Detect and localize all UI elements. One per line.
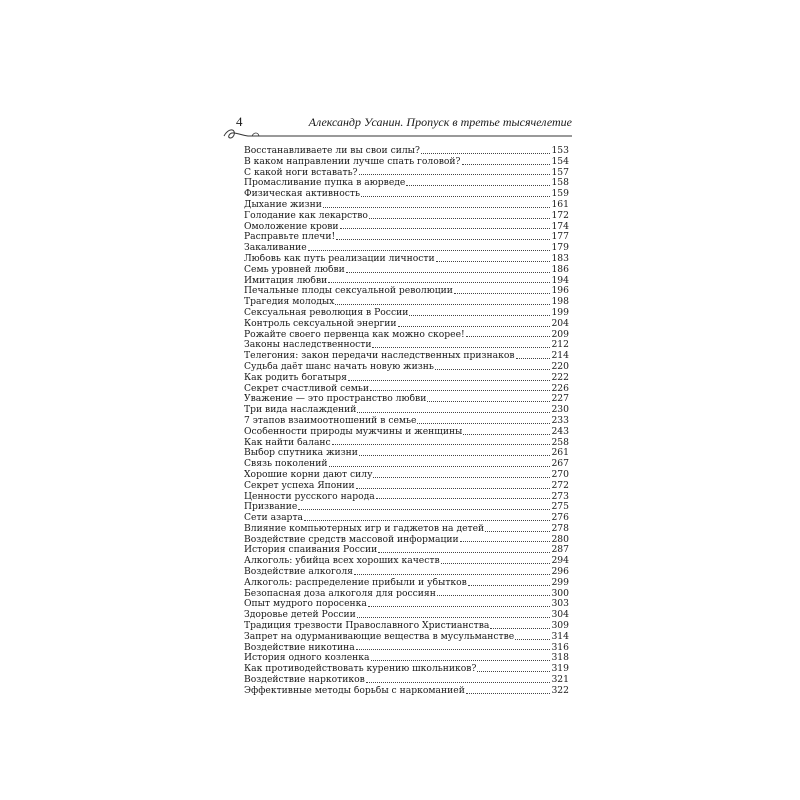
toc-entry-title: Влияние компьютерных игр и гаджетов на детей	[244, 523, 485, 534]
toc-entry-page: 227	[551, 394, 569, 405]
toc-entry-title: Имитация любви	[244, 275, 328, 286]
toc-entry-title: Хорошие корни дают силу	[244, 469, 373, 480]
toc-entry	[244, 157, 569, 168]
toc-entry-page: 220	[551, 361, 569, 372]
toc-entry-title: Сексуальная революция в России	[244, 307, 409, 318]
toc-entry	[244, 286, 569, 297]
toc-entry-page: 194	[551, 275, 569, 286]
toc-leader-dots	[417, 423, 550, 424]
toc-leader-dots	[354, 574, 550, 575]
toc-entry	[244, 319, 569, 330]
toc-entry-page: 226	[551, 383, 569, 394]
toc-leader-dots	[332, 444, 551, 445]
toc-entry	[244, 675, 569, 686]
toc-leader-dots	[441, 563, 551, 564]
running-title: Александр Усанин. Пропуск в третье тысячелетие	[308, 115, 572, 129]
toc-entry	[244, 373, 569, 384]
toc-entry	[244, 222, 569, 233]
toc-entry-page: 157	[551, 167, 569, 178]
toc-entry-title: Расправьте плечи!	[244, 232, 336, 243]
toc-entry-page: 159	[551, 189, 569, 200]
toc-entry	[244, 556, 569, 567]
toc-leader-dots	[328, 282, 550, 283]
toc-entry-page: 300	[551, 588, 569, 599]
toc-entry-title: Ценности русского народа	[244, 491, 375, 502]
toc-entry	[244, 146, 569, 157]
toc-leader-dots	[462, 164, 551, 165]
toc-entry	[244, 427, 569, 438]
toc-entry	[244, 643, 569, 654]
toc-entry	[244, 448, 569, 459]
table-of-contents	[244, 146, 569, 697]
toc-entry-title: Воздействие средств массовой информации	[244, 534, 459, 545]
toc-entry-title: Судьба даёт шанс начать новую жизнь	[244, 361, 434, 372]
toc-entry-page: 276	[551, 513, 569, 524]
toc-leader-dots	[463, 434, 550, 435]
toc-entry-title: В каком направлении лучше спать головой?	[244, 156, 461, 167]
toc-entry-page: 174	[551, 221, 569, 232]
toc-leader-dots	[454, 293, 551, 294]
toc-entry	[244, 168, 569, 179]
toc-entry-page: 280	[551, 534, 569, 545]
toc-leader-dots	[373, 477, 550, 478]
toc-leader-dots	[329, 466, 551, 467]
toc-entry	[244, 384, 569, 395]
toc-entry	[244, 589, 569, 600]
toc-leader-dots	[357, 412, 550, 413]
toc-entry-title: Призвание	[244, 502, 298, 513]
toc-entry-title: Как найти баланс	[244, 437, 331, 448]
toc-entry-page: 177	[551, 232, 569, 243]
toc-entry-title: Дыхание жизни	[244, 199, 322, 210]
toc-entry	[244, 232, 569, 243]
toc-entry-title: Алкоголь: убийца всех хороших качеств	[244, 556, 440, 567]
toc-entry	[244, 362, 569, 373]
toc-entry-title: Уважение — это пространство любви	[244, 394, 427, 405]
toc-entry-page: 294	[551, 556, 569, 567]
toc-entry-page: 275	[551, 502, 569, 513]
toc-entry-title: Секрет успеха Японии	[244, 480, 355, 491]
toc-leader-dots	[460, 541, 551, 542]
toc-entry-title: Физическая активность	[244, 189, 360, 200]
toc-leader-dots	[356, 488, 551, 489]
toc-entry-page: 204	[551, 318, 569, 329]
toc-entry	[244, 178, 569, 189]
toc-entry-page: 261	[551, 448, 569, 459]
toc-leader-dots	[485, 531, 550, 532]
toc-entry	[244, 492, 569, 503]
toc-entry	[244, 459, 569, 470]
toc-entry-page: 198	[551, 297, 569, 308]
toc-entry-title: Семь уровней любви	[244, 264, 345, 275]
toc-entry-page: 318	[551, 653, 569, 664]
toc-entry-title: Опыт мудрого поросенка	[244, 599, 367, 610]
toc-leader-dots	[406, 185, 550, 186]
toc-entry-page: 243	[551, 426, 569, 437]
toc-entry	[244, 578, 569, 589]
toc-entry-page: 322	[551, 685, 569, 696]
toc-leader-dots	[298, 509, 550, 510]
toc-entry-title: Воздействие никотина	[244, 642, 355, 653]
toc-leader-dots	[335, 304, 550, 305]
toc-entry-title: Здоровье детей России	[244, 610, 356, 621]
toc-entry	[244, 243, 569, 254]
toc-entry-title: Омоложение крови	[244, 221, 339, 232]
toc-leader-dots	[372, 347, 550, 348]
toc-entry-title: Особенности природы мужчины и женщины	[244, 426, 463, 437]
toc-entry-page: 267	[551, 459, 569, 470]
toc-entry-page: 321	[551, 675, 569, 686]
toc-entry-page: 270	[551, 469, 569, 480]
toc-entry-page: 319	[551, 664, 569, 675]
toc-leader-dots	[357, 617, 551, 618]
toc-leader-dots	[421, 153, 551, 154]
toc-entry	[244, 276, 569, 287]
toc-entry-page: 272	[551, 480, 569, 491]
page-number: 4	[236, 114, 243, 129]
toc-entry	[244, 513, 569, 524]
toc-entry-page: 179	[551, 243, 569, 254]
toc-entry	[244, 330, 569, 341]
toc-leader-dots	[477, 671, 550, 672]
toc-leader-dots	[436, 261, 551, 262]
toc-entry-page: 233	[551, 415, 569, 426]
toc-entry	[244, 340, 569, 351]
toc-leader-dots	[435, 369, 551, 370]
toc-leader-dots	[515, 639, 550, 640]
toc-entry	[244, 653, 569, 664]
toc-entry-page: 273	[551, 491, 569, 502]
toc-entry-title: Алкоголь: распределение прибыли и убытков	[244, 577, 467, 588]
toc-entry-page: 186	[551, 264, 569, 275]
toc-entry-title: Печальные плоды сексуальной революции	[244, 286, 453, 297]
toc-entry-title: Связь поколений	[244, 459, 328, 470]
toc-entry	[244, 632, 569, 643]
toc-entry-page: 209	[551, 329, 569, 340]
toc-leader-dots	[361, 196, 550, 197]
toc-entry	[244, 610, 569, 621]
toc-entry-title: Телегония: закон передачи наследственных признаков	[244, 351, 515, 362]
toc-entry-title: История спаивания России	[244, 545, 378, 556]
toc-leader-dots	[376, 498, 551, 499]
toc-entry-title: Безопасная доза алкоголя для россиян	[244, 588, 436, 599]
toc-entry	[244, 405, 569, 416]
toc-entry	[244, 502, 569, 513]
toc-entry-title: Воздействие наркотиков	[244, 675, 365, 686]
toc-entry	[244, 686, 569, 697]
toc-entry-page: 314	[551, 631, 569, 642]
toc-entry	[244, 254, 569, 265]
toc-entry-title: С какой ноги вставать?	[244, 167, 358, 178]
toc-leader-dots	[308, 250, 551, 251]
toc-entry-title: Эффективные методы борьбы с наркоманией	[244, 685, 465, 696]
toc-entry-title: Запрет на одурманивающие вещества в мусульманстве	[244, 631, 515, 642]
toc-entry-title: Воздействие алкоголя	[244, 567, 353, 578]
toc-entry-title: История одного козленка	[244, 653, 370, 664]
toc-entry	[244, 481, 569, 492]
toc-leader-dots	[378, 552, 550, 553]
toc-entry-title: Восстанавливаете ли вы свои силы?	[244, 146, 420, 156]
toc-entry	[244, 265, 569, 276]
toc-entry	[244, 297, 569, 308]
toc-entry	[244, 545, 569, 556]
toc-entry-page: 278	[551, 523, 569, 534]
toc-leader-dots	[348, 380, 551, 381]
toc-leader-dots	[323, 207, 551, 208]
toc-entry-page: 214	[551, 351, 569, 362]
toc-leader-dots	[409, 315, 550, 316]
toc-leader-dots	[369, 218, 551, 219]
toc-leader-dots	[359, 455, 551, 456]
toc-leader-dots	[366, 682, 551, 683]
toc-entry	[244, 621, 569, 632]
toc-entry-title: Рожайте своего первенца как можно скорее!	[244, 329, 465, 340]
toc-entry-page: 296	[551, 567, 569, 578]
toc-leader-dots	[466, 693, 551, 694]
toc-entry-page: 230	[551, 405, 569, 416]
toc-entry	[244, 308, 569, 319]
toc-entry	[244, 211, 569, 222]
toc-leader-dots	[370, 390, 550, 391]
toc-leader-dots	[490, 628, 550, 629]
toc-entry-title: Закаливание	[244, 243, 307, 254]
toc-leader-dots	[359, 174, 551, 175]
toc-entry-page: 222	[551, 372, 569, 383]
toc-entry-page: 299	[551, 577, 569, 588]
toc-entry-page: 199	[551, 307, 569, 318]
toc-entry-page: 303	[551, 599, 569, 610]
toc-entry-title: Как противодействовать курению школьников?	[244, 664, 477, 675]
toc-entry-page: 212	[551, 340, 569, 351]
toc-entry-title: Промасливание пупка в аюрведе	[244, 178, 406, 189]
toc-leader-dots	[371, 660, 551, 661]
toc-entry-title: Три вида наслаждений	[244, 405, 357, 416]
toc-entry	[244, 664, 569, 675]
toc-entry-page: 161	[551, 199, 569, 210]
toc-leader-dots	[466, 336, 551, 337]
toc-entry	[244, 200, 569, 211]
toc-leader-dots	[516, 358, 551, 359]
toc-leader-dots	[336, 239, 550, 240]
toc-entry-title: 7 этапов взаимоотношений в семье	[244, 415, 417, 426]
toc-entry-title: Контроль сексуальной энергии	[244, 318, 397, 329]
toc-entry-title: Традиция трезвости Православного Христианства	[244, 621, 490, 632]
toc-entry	[244, 470, 569, 481]
toc-entry-title: Секрет счастливой семьи	[244, 383, 370, 394]
toc-leader-dots	[468, 585, 551, 586]
toc-entry-page: 183	[551, 253, 569, 264]
toc-leader-dots	[398, 326, 551, 327]
toc-entry	[244, 524, 569, 535]
toc-entry-title: Как родить богатыря	[244, 372, 347, 383]
toc-leader-dots	[437, 595, 551, 596]
toc-entry-title: Любовь как путь реализации личности	[244, 253, 435, 264]
toc-entry	[244, 416, 569, 427]
toc-entry	[244, 394, 569, 405]
toc-leader-dots	[427, 401, 550, 402]
toc-entry-page: 258	[551, 437, 569, 448]
toc-entry	[244, 351, 569, 362]
toc-entry-page: 153	[551, 146, 569, 156]
toc-entry	[244, 438, 569, 449]
toc-leader-dots	[340, 228, 551, 229]
toc-entry-page: 196	[551, 286, 569, 297]
toc-entry-page: 172	[551, 210, 569, 221]
toc-leader-dots	[356, 649, 551, 650]
toc-entry-title: Выбор спутника жизни	[244, 448, 358, 459]
swash-ornament-icon	[222, 126, 574, 142]
toc-entry-page: 287	[551, 545, 569, 556]
toc-entry-title: Законы наследственности	[244, 340, 372, 351]
toc-entry-page: 304	[551, 610, 569, 621]
toc-entry-title: Сети азарта	[244, 513, 304, 524]
toc-entry-page: 316	[551, 642, 569, 653]
toc-entry	[244, 599, 569, 610]
toc-leader-dots	[368, 606, 551, 607]
toc-entry-title: Голодание как лекарство	[244, 210, 368, 221]
toc-entry	[244, 567, 569, 578]
toc-entry-title: Трагедия молодых	[244, 297, 335, 308]
toc-leader-dots	[346, 272, 551, 273]
toc-entry-page: 158	[551, 178, 569, 189]
toc-entry-page: 309	[551, 621, 569, 632]
toc-leader-dots	[304, 520, 550, 521]
toc-entry	[244, 189, 569, 200]
toc-entry	[244, 535, 569, 546]
toc-entry-page: 154	[551, 156, 569, 167]
